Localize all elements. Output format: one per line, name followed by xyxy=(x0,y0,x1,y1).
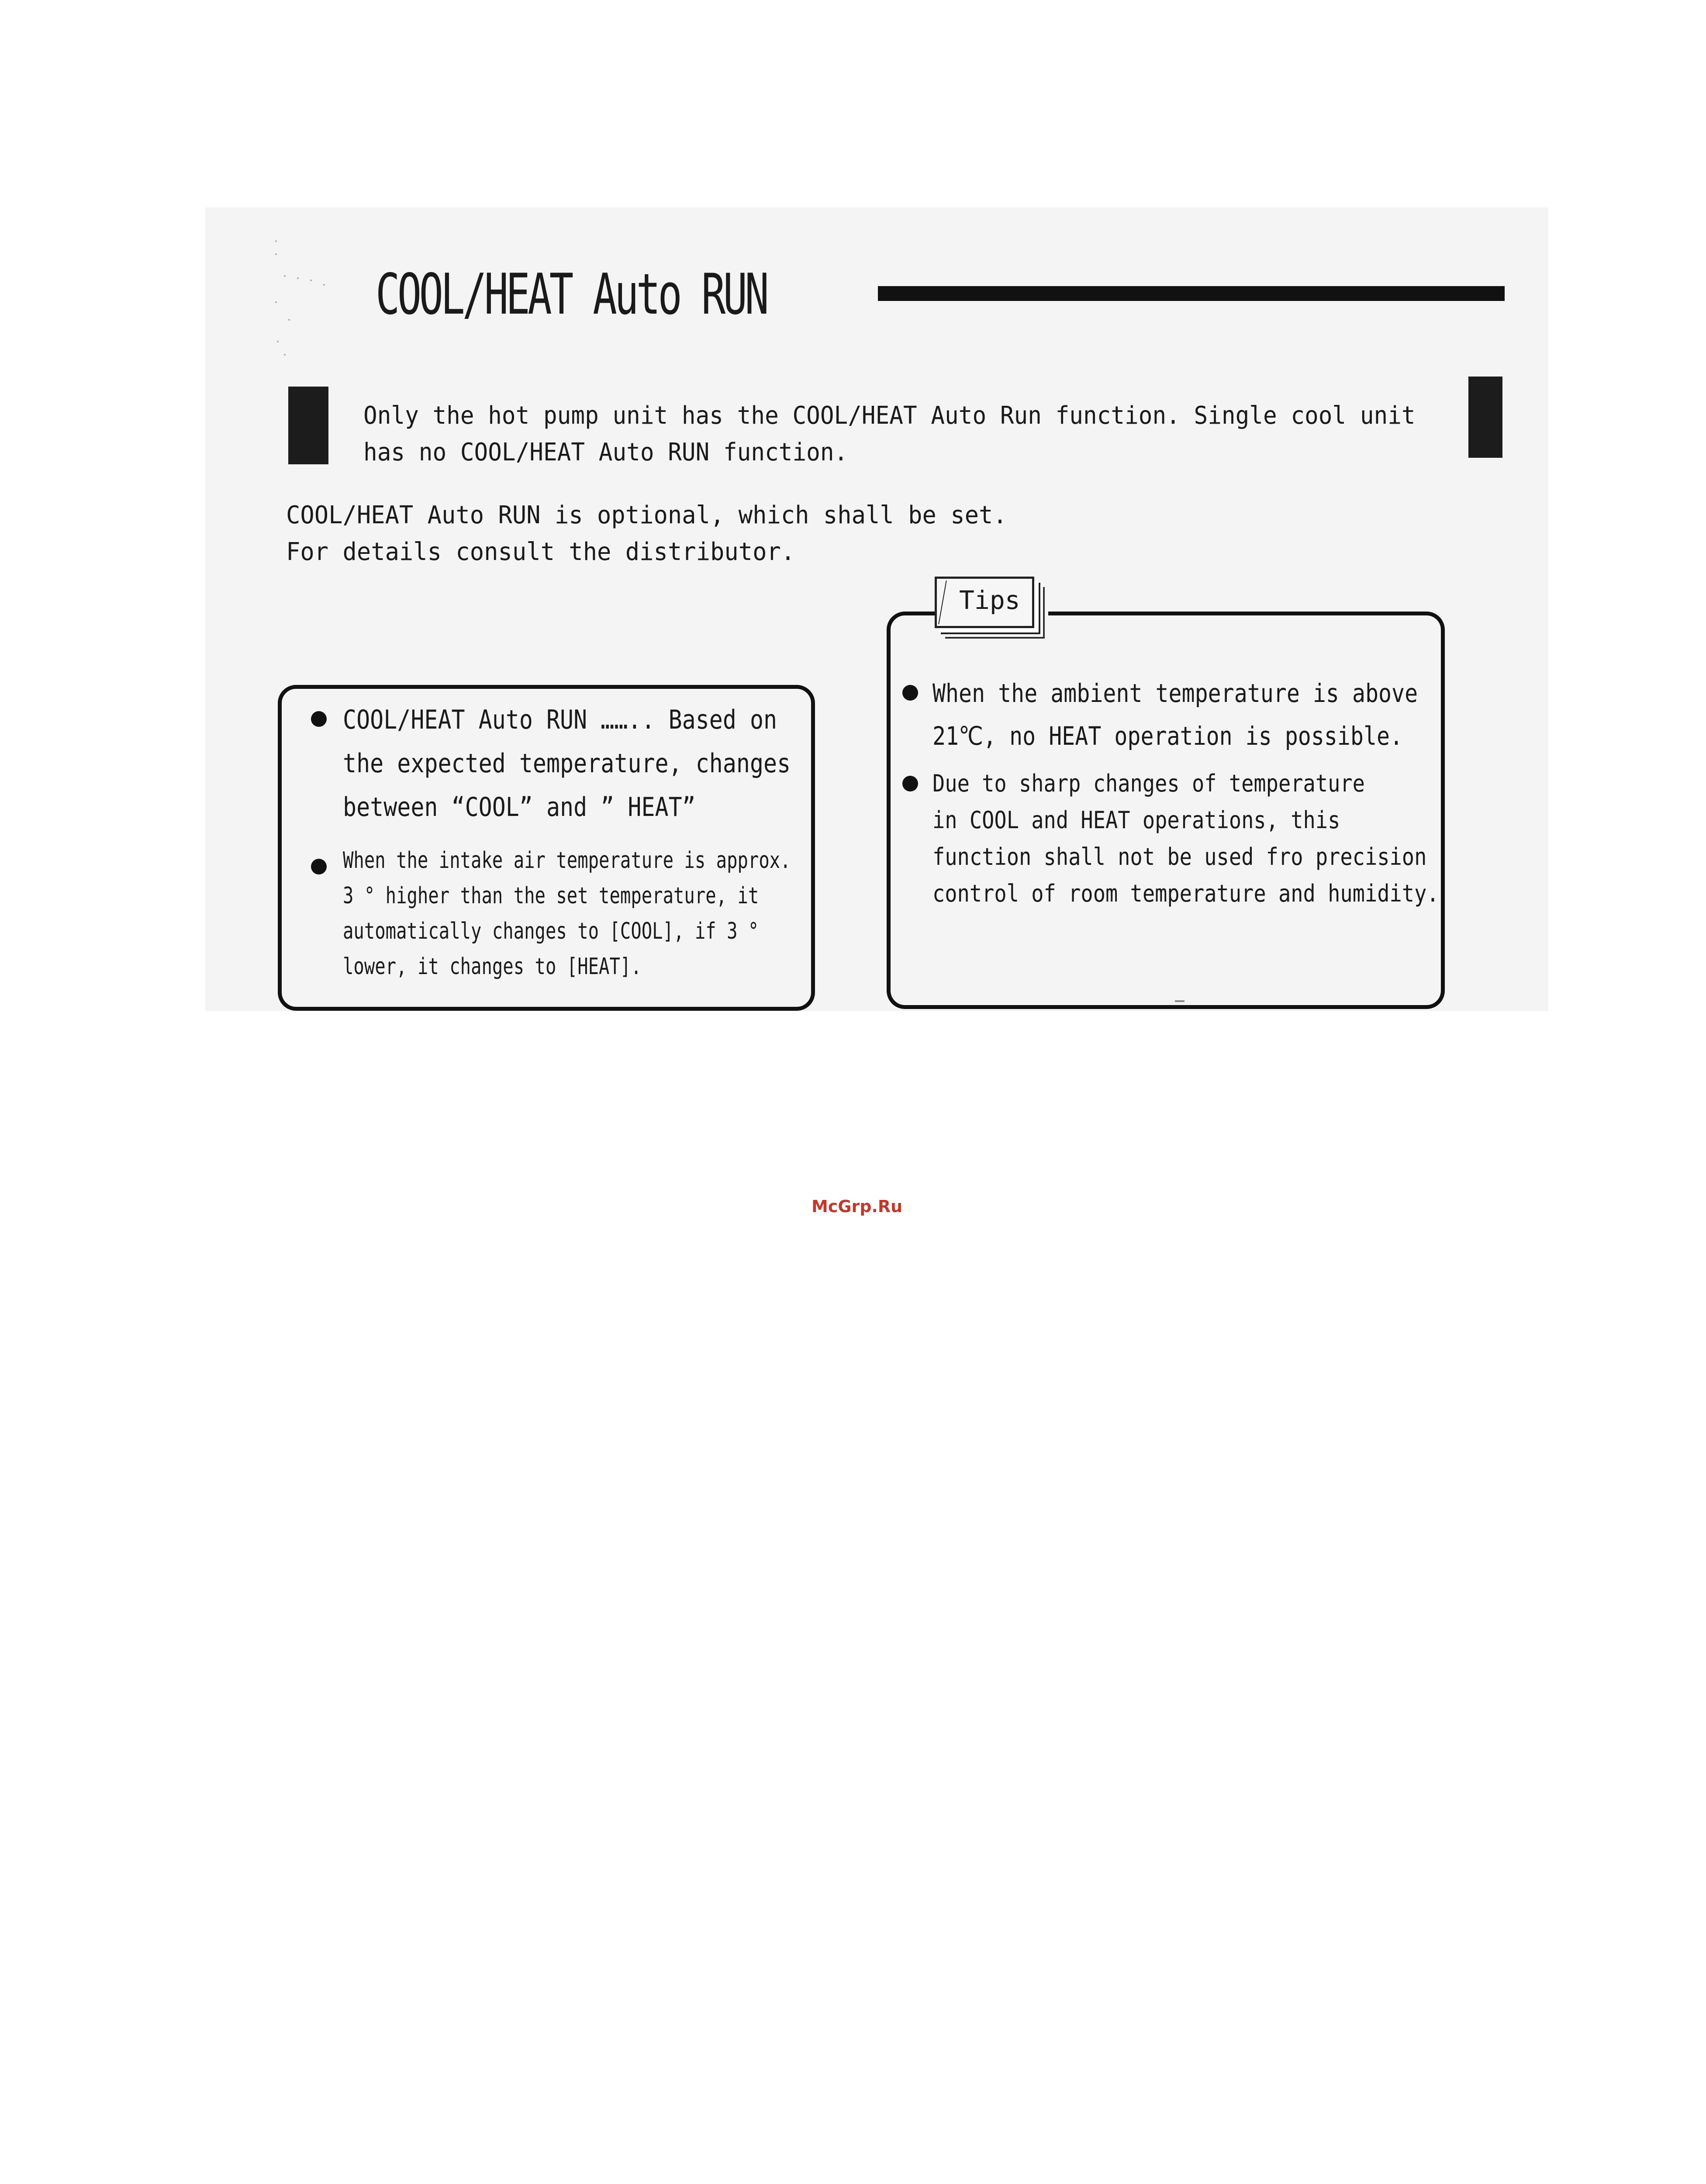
tips-bullet-1 xyxy=(932,672,1418,757)
bullet-line: between “COOL” and ” HEAT” xyxy=(343,792,696,822)
intro-note-line: has no COOL/HEAT Auto RUN function. xyxy=(363,438,848,467)
scan-noise-marks xyxy=(271,236,332,367)
bullet-line: lower, it changes to [HEAT]. xyxy=(343,954,642,980)
bullet-icon xyxy=(902,685,918,701)
scan-artifact xyxy=(1175,1000,1185,1002)
bullet-line: function shall not be used fro precision xyxy=(932,843,1427,871)
auto-run-bullet-1 xyxy=(343,698,791,829)
tips-bullet-2 xyxy=(932,765,1439,912)
note-marker-left xyxy=(288,387,328,464)
optional-line: COOL/HEAT Auto RUN is optional, which shall be set. xyxy=(286,501,1007,529)
optional-paragraph xyxy=(286,497,1007,570)
bullet-line: 3 ° higher than the set temperature, it xyxy=(343,883,759,909)
bullet-line: COOL/HEAT Auto RUN …….. Based on xyxy=(343,705,777,735)
tips-label: Tips xyxy=(959,585,1020,615)
watermark: McGrp.Ru xyxy=(812,1197,903,1216)
tab-fold-line xyxy=(938,581,947,624)
section-title: COOL/HEAT Auto RUN xyxy=(376,262,767,327)
bullet-icon xyxy=(311,711,327,727)
bullet-line: automatically changes to [COOL], if 3 ° xyxy=(343,918,759,944)
bullet-line: in COOL and HEAT operations, this xyxy=(932,806,1340,834)
bullet-line: When the intake air temperature is approx. xyxy=(343,847,791,874)
title-rule xyxy=(878,286,1505,301)
bullet-line: control of room temperature and humidity. xyxy=(932,880,1439,907)
bullet-line: 21℃, no HEAT operation is possible. xyxy=(932,721,1403,751)
bullet-line: the expected temperature, changes xyxy=(343,748,791,779)
bullet-line: When the ambient temperature is above xyxy=(932,678,1418,708)
bullet-icon xyxy=(311,859,327,874)
bullet-icon xyxy=(902,776,918,791)
auto-run-bullet-2 xyxy=(343,843,791,985)
optional-line: For details consult the distributor. xyxy=(286,538,795,566)
bullet-line: Due to sharp changes of temperature xyxy=(932,770,1365,797)
intro-note xyxy=(363,397,1416,471)
note-marker-right xyxy=(1468,377,1502,458)
intro-note-line: Only the hot pump unit has the COOL/HEAT Auto Run function. Single cool unit xyxy=(363,401,1416,430)
